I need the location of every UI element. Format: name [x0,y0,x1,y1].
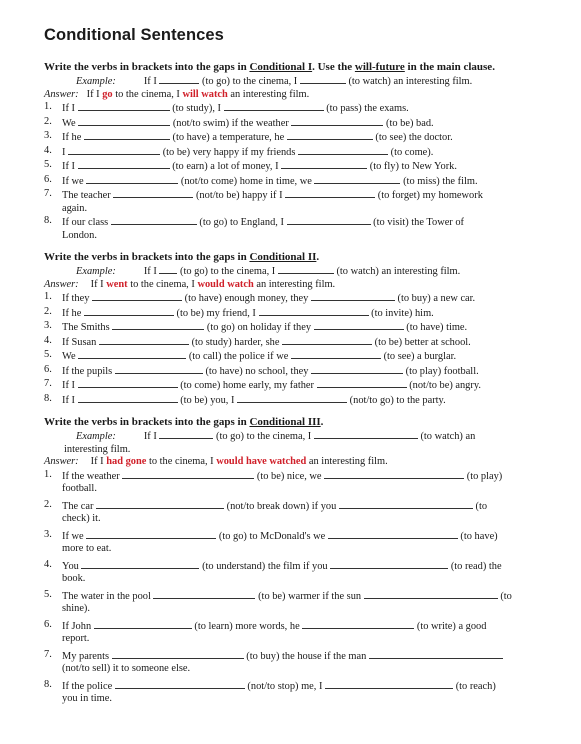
answer-blank[interactable] [112,649,244,659]
answer-blank[interactable] [86,174,178,184]
answer-blank[interactable] [112,320,204,330]
example-blank [300,74,346,84]
answer-blank[interactable] [314,320,404,330]
answer-blank[interactable] [298,145,388,155]
instruction-conditional-2: Write the verbs in brackets into the gaps in Conditional II. [44,251,320,263]
exercise-item: 8. If the police (not/to stop) me, I (to reach) you in time. [44,678,496,704]
answer-blank[interactable] [259,306,369,316]
answer-blank[interactable] [285,188,375,198]
example-blank [278,264,334,274]
answer-blank[interactable] [317,378,407,388]
answer-blank[interactable] [96,499,224,509]
answer-blank[interactable] [330,559,448,569]
answer-blank[interactable] [115,679,245,689]
instruction-conditional-1: Write the verbs in brackets into the gaps in Conditional I. Use the will-future in the main clause. [44,61,495,73]
section-conditional-1 [44,61,551,242]
section-conditional-3 [44,416,551,706]
exercise-item: 4. If Susan (to study) harder, she (to be) better at school. [44,334,471,348]
example-line: Example: If I (to go) to the cinema, I (to watch) an interesting film. [76,266,461,277]
answer-blank[interactable] [328,529,458,539]
exercise-item: 2. If he (to be) my friend, I (to invite) him. [44,305,434,319]
answer-blank[interactable] [287,130,373,140]
answer-blank[interactable] [302,619,414,629]
answer-blank[interactable] [339,499,473,509]
example-blank [159,429,213,439]
answer-line: Answer: If I went to the cinema, I would watch an interesting film. [44,278,336,290]
exercise-item: 8. If I (to be) you, I (not/to go) to the party. [44,392,446,406]
answer-blank[interactable] [287,215,371,225]
answer-blank[interactable] [86,529,216,539]
answer-blank[interactable] [78,159,170,169]
exercise-item: 1. If I (to study), I (to pass) the exams. [44,101,409,114]
answer-blank[interactable] [78,349,186,359]
answer-blank[interactable] [81,559,199,569]
answer-blank[interactable] [94,619,192,629]
answer-blank[interactable] [113,188,193,198]
example-line: Example: If I (to go) to the cinema, I (to watch) an [76,431,476,442]
exercise-item: 5. We (to call) the police if we (to see) a burglar. [44,349,457,362]
section-conditional-2 [44,251,551,407]
answer-blank[interactable] [153,589,255,599]
answer-line: Answer: If I had gone to the cinema, I would have watched an interesting film. [44,456,388,467]
exercise-item: 4. You (to understand) the film if you (to read) the book. [44,558,502,584]
exercise-item: 7. My parents (to buy) the house if the man (not/to sell) it to someone else. [44,649,551,676]
answer-blank[interactable] [84,306,174,316]
answer-line: Answer: If I go to the cinema, I will watch an interesting film. [44,88,310,100]
example-line: Example: If I (to go) to the cinema, I (to watch) an interesting film. [76,76,473,87]
exercise-item: 6. If the pupils (to have) no school, they (to play) football. [44,363,479,377]
answer-blank[interactable] [68,145,160,155]
answer-blank[interactable] [282,335,372,345]
answer-blank[interactable] [78,116,170,126]
answer-blank[interactable] [364,589,498,599]
exercise-item: 2. We (not/to swim) if the weather (to be) bad. [44,115,434,129]
example-blank [159,74,199,84]
exercise-item: 5. If I (to earn) a lot of money, I (to fly) to New York. [44,159,457,172]
answer-blank[interactable] [291,349,381,359]
exercise-item: 8. If our class (to go) to England, I (to visit) the Tower of London. [44,215,465,241]
example-blank [159,264,177,274]
answer-blank[interactable] [311,291,395,301]
answer-blank[interactable] [111,215,197,225]
exercise-item: 1. If they (to have) enough money, they (to buy) a new car. [44,291,476,304]
answer-blank[interactable] [325,679,453,689]
answer-blank[interactable] [84,130,170,140]
answer-blank[interactable] [281,159,367,169]
exercise-item: 3. The Smiths (to go) on holiday if they (to have) time. [44,320,468,333]
answer-blank[interactable] [115,364,203,374]
example-blank [314,429,418,439]
answer-blank[interactable] [99,335,189,345]
exercise-item: 5. The water in the pool (to be) warmer if the sun (to shine). [44,588,512,614]
answer-blank[interactable] [78,101,170,111]
answer-blank[interactable] [78,378,178,388]
answer-blank[interactable] [311,364,403,374]
exercise-item: 7. If I (to come) home early, my father (not/to be) angry. [44,378,481,391]
page-title: Conditional Sentences [44,26,224,44]
exercise-item: 7. The teacher (not/to be) happy if I (to forget) my homework again. [44,188,483,214]
answer-blank[interactable] [237,393,347,403]
answer-blank[interactable] [324,469,464,479]
instruction-conditional-3: Write the verbs in brackets into the gaps in Conditional III. [44,416,324,428]
exercise-item: 6. If we (not/to come) home in time, we (to miss) the film. [44,173,478,187]
example-line-continued: interesting film. [64,443,131,455]
answer-blank[interactable] [122,469,254,479]
exercise-item: 3. If we (to go) to McDonald's we (to have) more to eat. [44,528,498,554]
answer-blank[interactable] [291,116,383,126]
exercise-item: 4. I (to be) very happy if my friends (to come). [44,144,434,158]
answer-blank[interactable] [78,393,178,403]
exercise-item: 1. If the weather (to be) nice, we (to play) football. [44,468,503,494]
answer-blank[interactable] [224,101,324,111]
answer-blank[interactable] [314,174,400,184]
exercise-item: 6. If John (to learn) more words, he (to write) a good report. [44,618,487,644]
exercise-item: 2. The car (not/to break down) if you (to check) it. [44,498,488,524]
answer-blank[interactable] [92,291,182,301]
exercise-item: 3. If he (to have) a temperature, he (to see) the doctor. [44,130,453,143]
answer-blank[interactable] [369,649,503,659]
